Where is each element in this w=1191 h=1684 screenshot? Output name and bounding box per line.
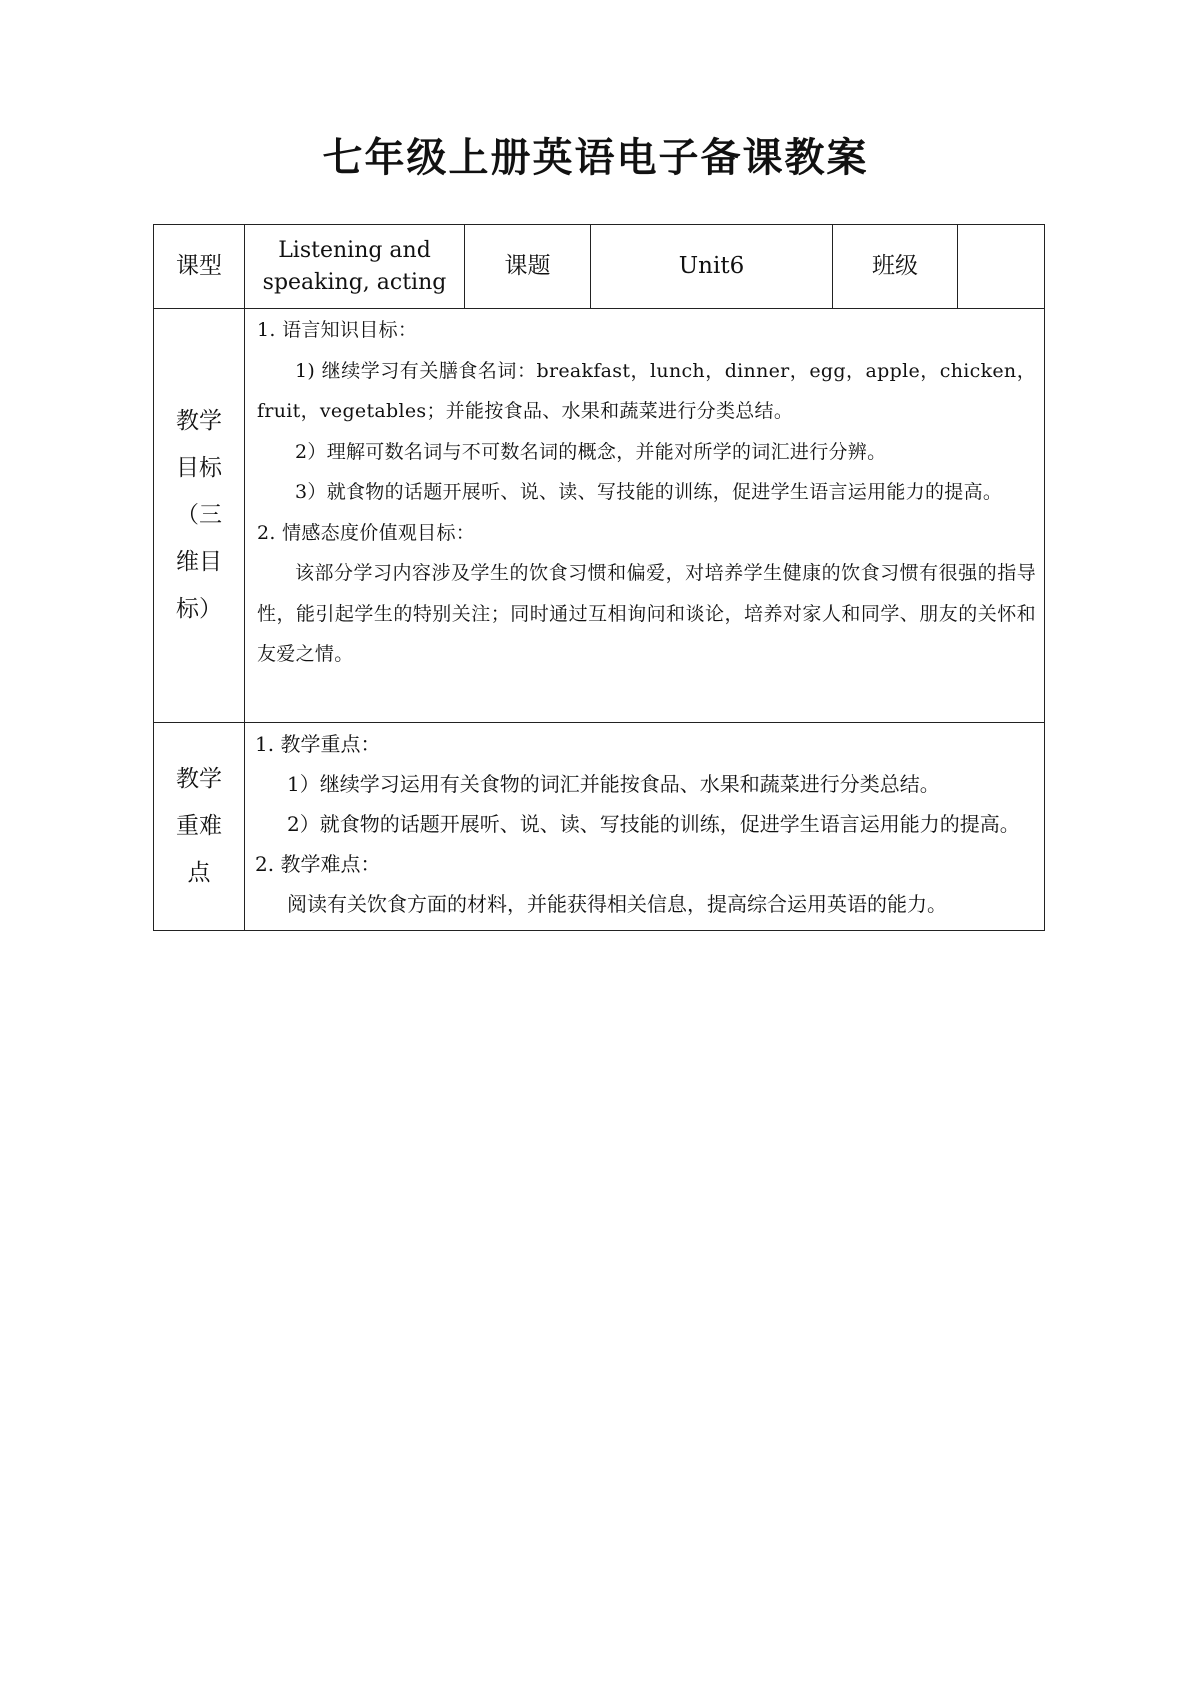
objective-item-1: 1) 继续学习有关膳食名词：breakfast，lunch，dinner，egg，apple，chicken，fruit，vegetables；并能按食品、水果和蔬菜进行分类总结。 [257,359,1036,422]
topic-value: Unit6 [591,225,833,309]
topic-label: 课题 [465,225,591,309]
objectives-row [154,309,1045,723]
key-focus-item-1: 1）继续学习运用有关食物的词汇并能按食品、水果和蔬菜进行分类总结。 [287,772,940,796]
objectives-content-cell [245,309,1045,723]
lesson-type-label: 课型 [154,225,245,309]
key-focus-heading: 1. 教学重点： [255,732,381,756]
page-title: 七年级上册英语电子备课教案 [322,134,869,181]
values-goal-paragraph: 该部分学习内容涉及学生的饮食习惯和偏爱，对培养学生健康的饮食习惯有很强的指导性，能引起学生的特别关注；同时通过互相询问和谈论，培养对家人和同学、朋友的关怀和友爱之情。 [257,562,1036,665]
objectives-label-cell [154,309,245,723]
objectives-label: 教学目标（三维目标） [176,408,222,622]
key-difficulty-item: 阅读有关饮食方面的材料，并能获得相关信息，提高综合运用英语的能力。 [287,892,947,916]
class-value [958,225,1045,309]
key-difficulty-heading: 2. 教学难点： [255,852,381,876]
values-goal-heading: 2. 情感态度价值观目标： [257,521,476,544]
key-points-label: 教学重难点 [176,766,222,886]
key-focus-item-2: 2）就食物的话题开展听、说、读、写技能的训练，促进学生语言运用能力的提高。 [287,812,1020,836]
header-row [154,225,1045,309]
objective-item-3: 3）就食物的话题开展听、说、读、写技能的训练，促进学生语言运用能力的提高。 [295,481,1003,503]
lesson-type-value: Listening and speaking, acting [245,225,465,309]
key-points-content-cell [245,723,1045,931]
class-label: 班级 [833,225,958,309]
lesson-plan-table [153,224,1045,931]
objective-item-2: 2）理解可数名词与不可数名词的概念，并能对所学的词汇进行分辨。 [295,440,887,463]
key-points-row [154,723,1045,931]
key-points-label-cell [154,723,245,931]
language-goal-heading: 1. 语言知识目标： [257,319,418,341]
